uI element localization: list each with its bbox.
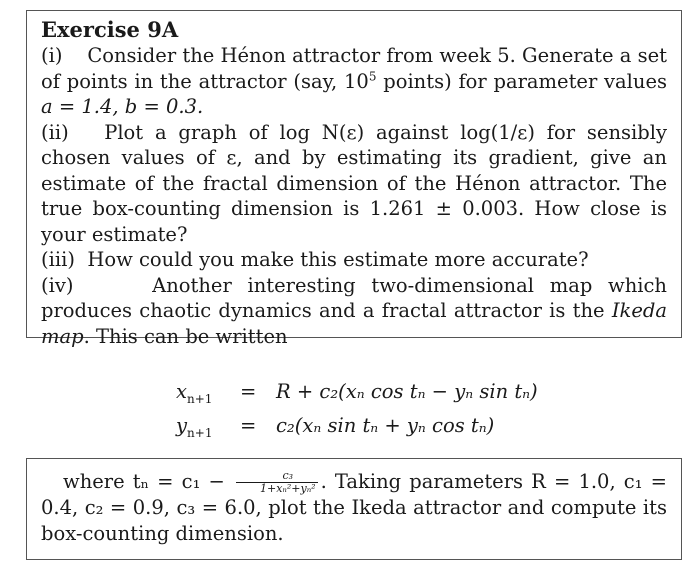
equation-x-rhs: R + c₂(xₙ cos tₙ − yₙ sin tₙ) <box>276 380 538 403</box>
equation-x-sub: n+1 <box>187 391 213 406</box>
part-iv-map-name: Ikeda map <box>41 299 667 348</box>
equation-y-var: y <box>176 414 188 437</box>
part-ii-label: (ii) <box>41 120 69 144</box>
part-ii-text: Plot a graph of log N(ε) against log(1/ε) for sensibly chosen values of ε, and by estimating its gradient, give an estimate of the fractal dimension of the Hénon attractor. The true box-counting dimension is 1.261 ± 0.003. How close is your estimate? <box>41 120 667 246</box>
exercise-box <box>26 10 682 348</box>
part-iv-text-a: Another interesting two-dimensional map which produces chaotic dynamics and a fractal attractor is the <box>41 273 667 322</box>
tn-fraction-den: 1+xₙ²+yₙ² <box>259 482 316 495</box>
continuation-text <box>41 469 667 546</box>
equation-x-var: x <box>176 380 187 403</box>
equation-y-rhs: c₂(xₙ sin tₙ + yₙ cos tₙ) <box>276 414 495 437</box>
part-iv-label: (iv) <box>41 273 74 297</box>
part-iii-label: (iii) <box>41 248 75 271</box>
part-i-text-a: Consider the Hénon attractor from week 5. Generate a set of points in the attractor (say, 10 <box>41 44 667 93</box>
equation-x-rel: = <box>240 380 257 403</box>
equation-y-lhs <box>176 414 213 440</box>
part-i-exponent: 5 <box>368 69 377 83</box>
part-i <box>41 43 667 120</box>
part-iii-text: How could you make this estimate more accurate? <box>87 248 589 271</box>
tn-fraction-num: c₃ <box>236 470 318 483</box>
exercise-title: Exercise 9A <box>41 17 179 42</box>
part-iii <box>41 247 667 273</box>
equation-y-rel: = <box>240 414 257 437</box>
continuation-text-a: where tₙ = c₁ − <box>63 470 233 493</box>
continuation-box <box>26 458 682 560</box>
part-ii <box>41 120 667 248</box>
part-i-label: (i) <box>41 44 63 67</box>
continuation-text-b: . Taking parameters R = 1.0, c₁ = 0.4, c₂ = 0.9, c₃ = 6.0, plot the Ikeda attractor and compute its box-counting dimension. <box>41 470 667 545</box>
equation-y-sub: n+1 <box>187 425 213 440</box>
part-iv-text-b: . This can be written <box>83 324 288 348</box>
part-i-params: a = 1.4, b = 0.3. <box>41 95 204 118</box>
part-iv <box>41 273 667 350</box>
equation-x-lhs <box>176 380 213 406</box>
part-i-text-b: points) for parameter values <box>376 69 668 93</box>
tn-fraction <box>236 470 318 495</box>
